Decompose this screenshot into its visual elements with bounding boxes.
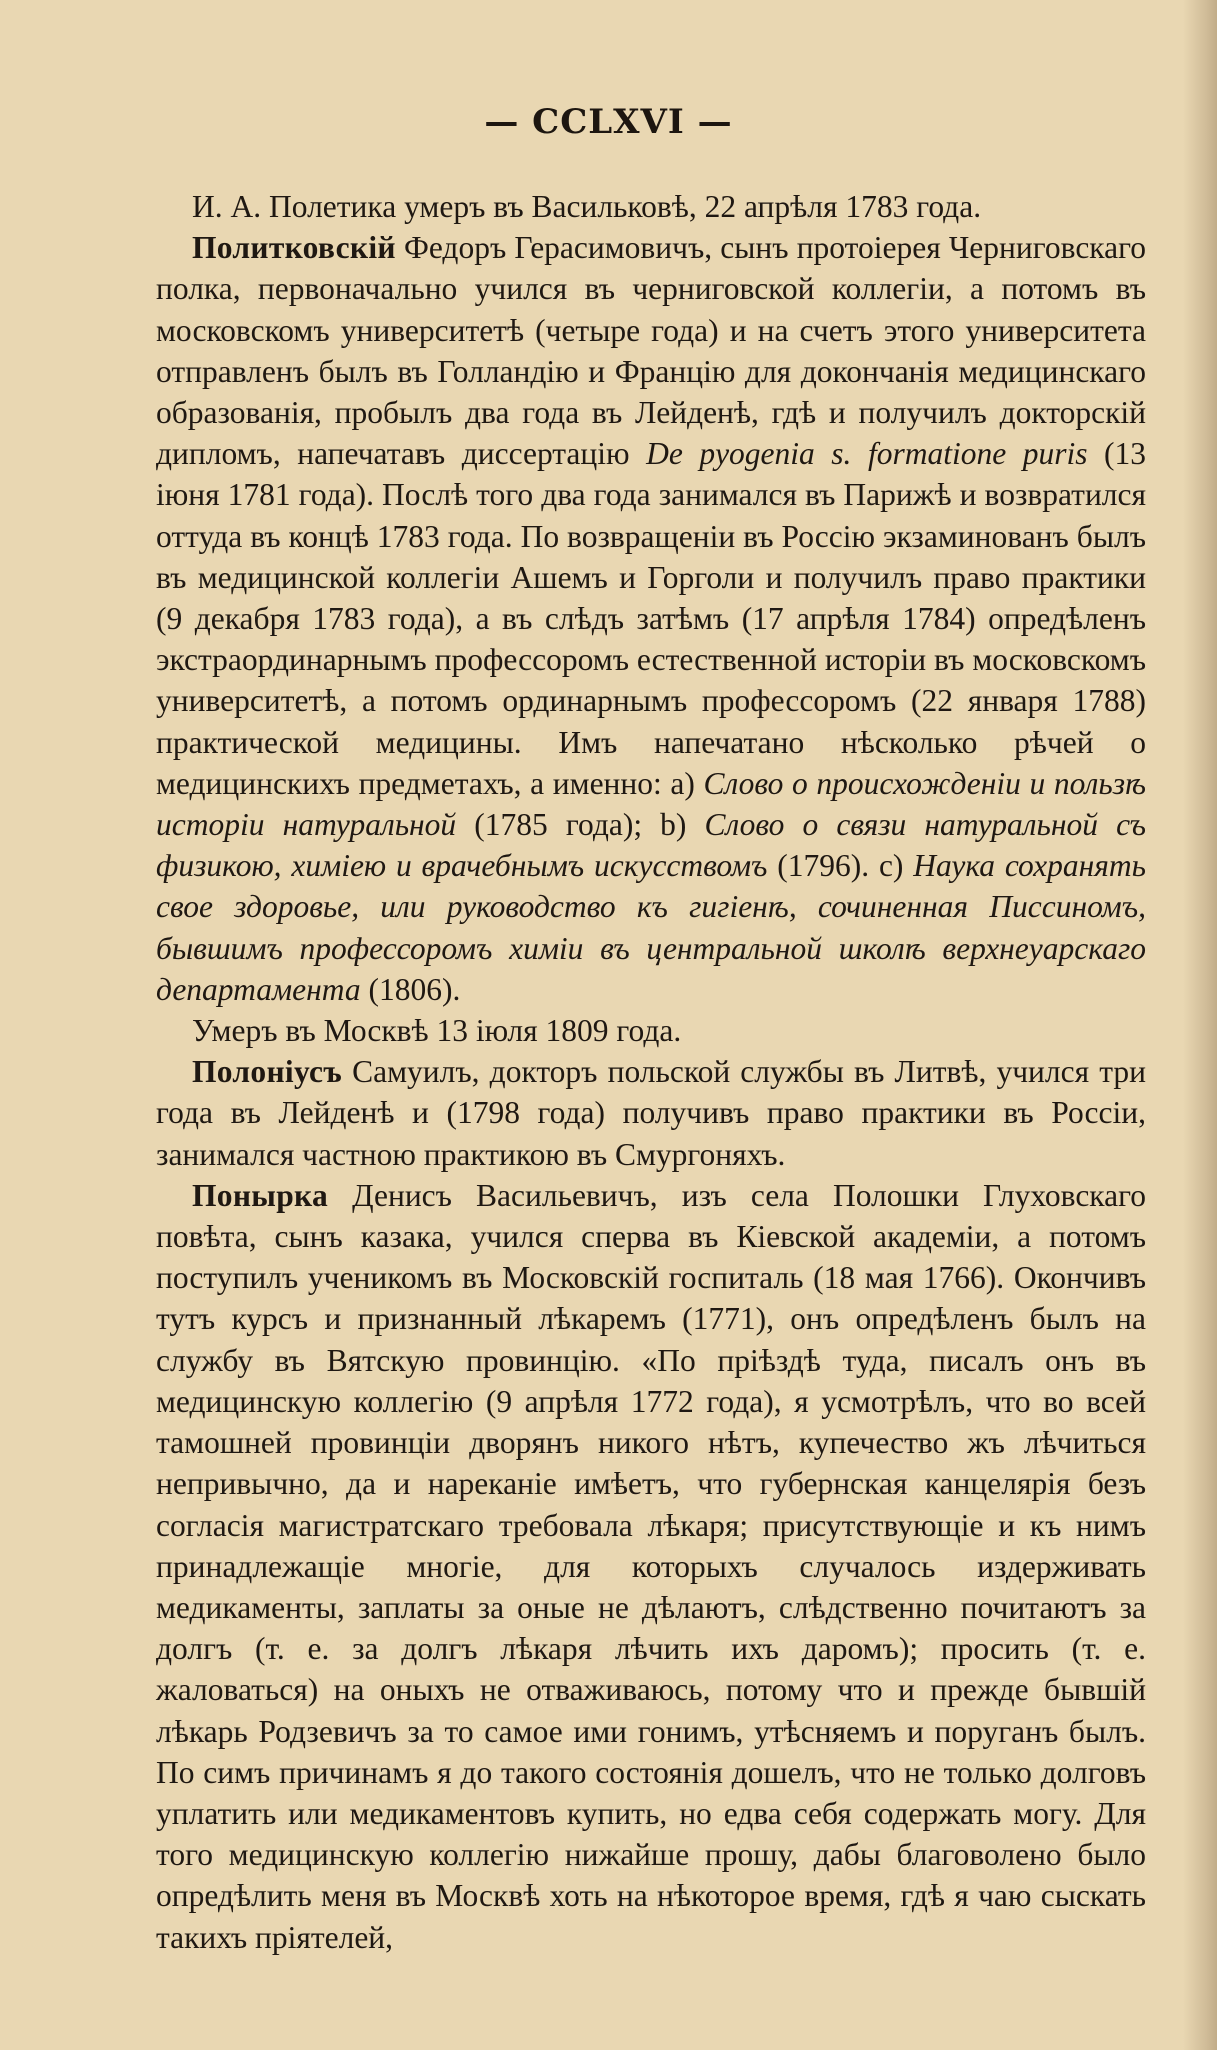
dissertation-title: De pyogenia s. formatione puris	[646, 436, 1088, 472]
page-edge-shadow	[1183, 0, 1217, 2050]
page-number: — CCLXVI —	[484, 102, 733, 142]
paragraph-ponyrka	[156, 1175, 1146, 1958]
work-title-b: Слово о связи натуральной съ физикою, химіею и врачебнымъ искусствомъ	[156, 807, 1146, 884]
paragraph-text: Федоръ Герасимовичъ, сынъ протоіерея Черниговскаго полка, первоначально учился въ черниговской коллегіи, а потомъ въ московскомъ университетѣ (четыре года) и на счетъ этого университета отправленъ былъ въ Голландію и Францію для докончанія медицинскаго образованія, пробылъ два года въ Лейденѣ, гдѣ и получилъ докторскій дипломъ, напечатавъ диссертацію	[156, 230, 1146, 472]
paragraph-politkovsky-death: Умеръ въ Москвѣ 13 іюля 1809 года.	[192, 1013, 682, 1049]
paragraph-text: (13 іюня 1781 года). Послѣ того два года занимался въ Парижѣ и возвратился оттуда въ концѣ 1783 года. По возвращеніи въ Россію экзаминованъ былъ въ медицинской коллегіи Ашемъ и Горголи и получилъ право практики (9 декабря 1783 года), а въ слѣдъ затѣмъ (17 апрѣля 1784) опредѣленъ экстраординарнымъ профессоромъ естественной исторіи въ московскомъ университетѣ, а потомъ ординарнымъ профессоромъ (22 января 1788) практической медицины. Имъ напечатано нѣсколько рѣчей о медицинскихъ предметахъ, а именно: а)	[156, 436, 1146, 801]
entry-name-polonius: Полоніусъ	[192, 1054, 342, 1090]
work-title-a: Слово о происхожденіи и пользѣ исторіи натуральной	[156, 765, 1146, 843]
paragraph-poletika-death: И. А. Полетика умеръ въ Васильковѣ, 22 апрѣля 1783 года.	[192, 189, 982, 224]
work-title-c: Наука сохранять свое здоровье, или руководство къ гигіенѣ, сочиненная Писсиномъ, бывшимъ профессоромъ химіи въ центральной школѣ верхнеуарскаго департамента	[156, 848, 1146, 1007]
body-text	[156, 186, 1146, 1958]
paragraph-text: (1806).	[360, 971, 461, 1007]
paragraph-polonius	[156, 1051, 1146, 1175]
paragraph-politkovsky	[156, 227, 1146, 1010]
paragraph-text: (1785 года); b)	[456, 807, 705, 843]
paragraph-text: Самуилъ, докторъ польской службы въ Литвѣ, учился три года въ Лейденѣ и (1798 года) получивъ право практики въ Россіи, занимался частною практикою въ Смургоняхъ.	[156, 1054, 1146, 1172]
paragraph-text: Денисъ Васильевичъ, изъ села Полошки Глуховскаго повѣта, сынъ казака, учился сперва въ Кіевской академіи, а потомъ поступилъ ученикомъ въ Московскій госпиталь (18 мая 1766). Окончивъ тутъ курсъ и признанный лѣкаремъ (1771), онъ опредѣленъ былъ на службу въ Вятскую провинцію. «По пріѣздѣ туда, писалъ онъ въ медицинскую коллегію (9 апрѣля 1772 года), я усмотрѣлъ, что во всей тамошней провинціи дворянъ никого нѣтъ, купечество жъ лѣчиться непривычно, да и нареканіе имѣетъ, что губернская канцелярія безъ согласія магистратскаго требовала лѣкаря; присутствующіе и къ нимъ принадлежащіе многіе, для которыхъ случалось издерживать медикаменты, заплаты за оные не дѣлаютъ, слѣдственно почитаютъ за долгъ (т. е. за долгъ лѣкаря лѣчить ихъ даромъ); просить (т. е. жаловаться) на оныхъ не отваживаюсь, потому что и прежде бывшій лѣкарь Родзевичъ за то самое ими гонимъ, утѣсняемъ и поруганъ былъ. По симъ причинамъ я до такого состоянія дошелъ, что не только долговъ уплатить или медикаментовъ купить, но едва себя содержать могу. Для того медицинскую коллегію нижайше прошу, дабы благоволено было опредѣлить меня въ Москвѣ хоть на нѣкоторое время, гдѣ я чаю сыскать такихъ пріятелей,	[156, 1177, 1146, 1955]
paragraph-text: (1796). с)	[767, 848, 914, 884]
entry-name-ponyrka: Понырка	[192, 1177, 329, 1213]
entry-name-politkovsky: Политковскій	[192, 230, 396, 266]
